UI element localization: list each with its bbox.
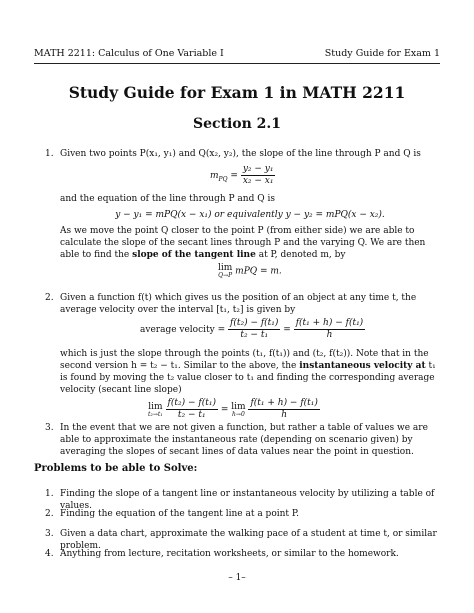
item1-line1: Given two points P(x₁, y₁) and Q(x₂, y₂), the slope of the line through P and Q is	[60, 149, 421, 159]
eq-sign: =	[220, 405, 229, 415]
inst-f1-numerator: f(t₂) − f(t₁)	[167, 398, 216, 408]
item2-para2-bold: instantaneous velocity at	[299, 361, 426, 371]
avg-velocity-label: average velocity =	[140, 325, 226, 335]
avg-fraction-1	[228, 318, 280, 341]
inst-fraction-2	[248, 398, 319, 421]
item1-paragraph	[60, 225, 440, 261]
point-slope-equation: y − y₁ = mPQ(x − x₁) or equivalently y − y₂ = mPQ(x − x₂).	[115, 210, 385, 220]
inst-f2-numerator: f(t₁ + h) − f(t₁)	[250, 398, 318, 408]
item2-para2-a: which is just the slope through the points (t₁, f(t₁)) and (t₂, f(t₂)). Note that in the second version h = t₂ − t₁. Similar to the above, the	[60, 349, 429, 371]
section-heading: Section 2.1	[192, 116, 282, 132]
avg-f2-denominator: h	[326, 330, 333, 340]
problem-item: Given a data chart, approximate the walking pace of a student at time t, or similar problem.	[60, 529, 437, 551]
limit-text: lim	[231, 401, 246, 412]
average-velocity-formula	[140, 318, 365, 341]
item1-para-b: at P, denoted m, by	[258, 250, 346, 260]
header-left: MATH 2211: Calculus of One Variable I	[34, 48, 224, 59]
limit-operator	[148, 402, 163, 418]
item2-paragraph	[60, 348, 440, 396]
limit-text: lim	[148, 401, 163, 412]
item3-text: In the event that we are not given a function, but rather a table of values we are able to approximate the instantaneous rate (depending on scenario given) by averaging the slopes of secant lines of data values near the point in question.	[60, 423, 428, 457]
slope-lhs: m	[210, 171, 219, 181]
avg-f1-denominator: t₂ − t₁	[240, 330, 269, 340]
slope-formula	[210, 164, 275, 187]
slope-numerator: y₂ − y₁	[242, 164, 274, 174]
avg-fraction-2	[294, 318, 365, 341]
avg-f2-numerator: f(t₁ + h) − f(t₁)	[295, 318, 364, 328]
problem-number: 2.	[45, 509, 54, 519]
slope-fraction	[241, 164, 276, 187]
inst-fraction-1	[166, 398, 218, 421]
page-number: – 1–	[228, 573, 246, 583]
header-right: Study Guide for Exam 1	[324, 48, 440, 59]
item-number: 3.	[45, 423, 54, 433]
inst-f2-denominator: h	[281, 410, 288, 420]
limit-slope	[218, 263, 282, 279]
limit-subscript: h→0	[232, 410, 245, 418]
limit-rhs: mPQ = m.	[235, 266, 282, 277]
problem-number: 4.	[45, 549, 54, 559]
document-title: Study Guide for Exam 1 in MATH 2211	[68, 83, 406, 102]
problem-number: 3.	[45, 529, 54, 539]
item1-para-a: As we move the point Q closer to the point P (from either side) we are able to calculate the slope of the secant lines through P and the varying Q. We are then able to find the	[60, 226, 426, 260]
header-rule	[34, 63, 440, 64]
limit-operator	[218, 263, 232, 279]
slope-denominator: x₂ − x₁	[242, 176, 274, 186]
problem-item: Finding the slope of a tangent line or instantaneous velocity by utilizing a table of values.	[60, 489, 435, 511]
item2-para1: Given a function f(t) which gives us the position of an object at any time t, the average velocity over the interval [t₁, t₂] is given by	[60, 293, 417, 315]
limit-subscript: t₂→t₁	[148, 410, 163, 418]
item1-para-bold: slope of the tangent line	[132, 250, 256, 260]
eq-sign: =	[230, 171, 238, 181]
inst-f1-denominator: t₂ − t₁	[177, 410, 206, 420]
item2-para2-b: t₁ is found by moving the t₂ value closer to t₁ and finding the corresponding average velocity (secant line slope)	[60, 361, 436, 395]
avg-f1-numerator: f(t₂) − f(t₁)	[230, 318, 279, 328]
item-number: 2.	[45, 293, 54, 303]
slope-sub: PQ	[218, 175, 228, 183]
problem-item: Finding the equation of the tangent line at a point P.	[60, 509, 299, 519]
limit-subscript: Q→P	[218, 272, 233, 279]
problem-number: 1.	[45, 489, 54, 499]
limit-text: lim	[218, 263, 233, 273]
limit-operator	[231, 402, 245, 418]
item1-line2: and the equation of the line through P and Q is	[60, 194, 275, 204]
problems-heading: Problems to be able to Solve:	[34, 463, 198, 474]
problem-item: Anything from lecture, recitation worksheets, or similar to the homework.	[60, 549, 399, 559]
instantaneous-velocity-formula	[148, 398, 320, 421]
eq-sign: =	[283, 325, 291, 335]
item-number: 1.	[45, 149, 54, 159]
